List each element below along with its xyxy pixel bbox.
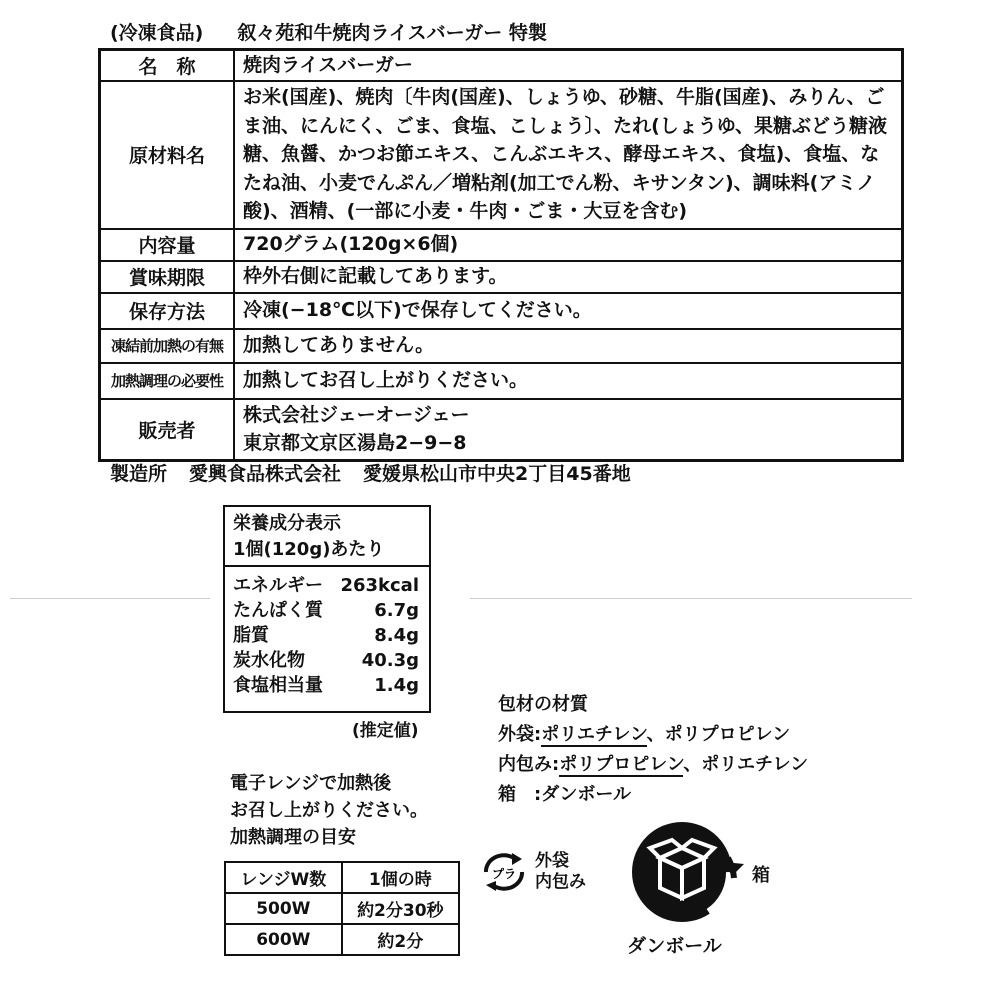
manufacturer-address: 愛媛県松山市中央2丁目45番地	[363, 463, 631, 485]
nutrient-name: 炭水化物	[233, 650, 305, 671]
table-row	[100, 363, 903, 399]
microwave-line2: お召し上がりください。	[230, 800, 428, 821]
packaging-box	[498, 780, 808, 810]
nutrition-rows	[225, 567, 429, 698]
heating-guide-table	[224, 861, 460, 956]
packaging-outer-main: ポリエチレン	[541, 724, 647, 745]
manufacturer-label: 製造所	[110, 463, 168, 485]
table-row	[100, 329, 903, 363]
cardboard-label: ダンボール	[627, 935, 722, 957]
heat-header-time: 1個の時	[342, 862, 459, 893]
nutrient-value: 1.4g	[374, 675, 419, 696]
pla-label-outer: 外袋	[535, 851, 569, 871]
cardboard-recycle-icon	[620, 812, 750, 932]
nutrition-note: (推定値)	[352, 721, 419, 741]
heat-time: 約2分30秒	[342, 893, 459, 924]
packaging-outer	[498, 720, 808, 750]
label-preheat-key: 凍結前加熱の有無	[100, 329, 235, 363]
packaging-box-material: ダンボール	[541, 784, 632, 805]
table-row	[100, 399, 903, 461]
label-storage-value: 冷凍(−18℃以下)で保存してください。	[234, 293, 903, 329]
label-name-key: 名 称	[100, 50, 235, 81]
nutrition-header	[225, 507, 429, 567]
nutrition-row-fat	[225, 623, 429, 648]
packaging-materials	[498, 690, 808, 810]
label-preheat-value: 加熱してありません。	[234, 329, 903, 363]
table-row	[100, 229, 903, 261]
table-row	[100, 81, 903, 229]
pla-label	[535, 851, 586, 893]
label-bestbefore-key: 賞味期限	[100, 261, 235, 293]
heat-time: 約2分	[342, 924, 459, 955]
nutrition-row-salt	[225, 673, 429, 698]
label-seller-value	[234, 399, 903, 461]
microwave-instructions	[230, 770, 428, 851]
nutrient-value: 40.3g	[361, 650, 419, 671]
label-table	[98, 48, 904, 462]
table-row	[225, 862, 459, 893]
seller-company: 株式会社ジェーオージェー	[243, 403, 470, 426]
pla-symbol-text: プラ	[491, 867, 517, 881]
packaging-outer-rest: 、ポリプロピレン	[646, 724, 791, 745]
nutrition-basis: 1個(120g)あたり	[233, 539, 385, 560]
header-product: 叙々苑和牛焼肉ライスバーガー 特製	[237, 22, 547, 44]
packaging-box-label: 箱 :	[498, 784, 542, 805]
packaging-inner-main: ポリプロピレン	[559, 754, 684, 775]
nutrition-row-carbs	[225, 648, 429, 673]
table-row	[100, 293, 903, 329]
label-content-key: 内容量	[100, 229, 235, 261]
header-category: (冷凍食品)	[110, 22, 204, 44]
header	[110, 18, 547, 45]
divider-right	[470, 598, 912, 599]
microwave-line3: 加熱調理の目安	[230, 827, 356, 848]
pla-recycle-icon	[478, 852, 532, 892]
microwave-line1: 電子レンジで加熱後	[230, 773, 392, 794]
table-row	[225, 893, 459, 924]
nutrition-title: 栄養成分表示	[233, 513, 341, 534]
seller-address: 東京都文京区湯島2−9−8	[243, 432, 467, 455]
heat-header-watt: レンジW数	[225, 862, 342, 893]
nutrient-name: 脂質	[233, 625, 269, 646]
table-row	[100, 261, 903, 293]
nutrition-row-protein	[225, 598, 429, 623]
label-content-value: 720グラム(120g×6個)	[234, 229, 903, 261]
packaging-inner	[498, 750, 808, 780]
nutrient-name: たんぱく質	[233, 600, 323, 621]
label-seller-key: 販売者	[100, 399, 235, 461]
nutrient-value: 6.7g	[374, 600, 419, 621]
label-ingredients-key: 原材料名	[100, 81, 235, 229]
manufacturer-name: 愛興食品株式会社	[189, 463, 342, 485]
packaging-outer-label: 外袋:	[498, 724, 542, 745]
label-heating-key: 加熱調理の必要性	[100, 363, 235, 399]
table-row	[100, 50, 903, 81]
divider-left	[10, 598, 210, 599]
label-ingredients-value: お米(国産)、焼肉〔牛肉(国産)、しょうゆ、砂糖、牛脂(国産)、みりん、ごま油、にんにく、ごま、食塩、こしょう〕、たれ(しょうゆ、果糖ぶどう糖液糖、魚醤、かつお節エキス、こんぶエキス、酵母エキス、食塩)、食塩、なたね油、小麦でんぷん／増粘剤(加工でん粉、キサンタン)、調味料(アミノ酸)、酒精、(一部に小麦・牛肉・ごま・大豆を含む)	[234, 81, 903, 229]
packaging-title: 包材の材質	[498, 694, 588, 715]
label-storage-key: 保存方法	[100, 293, 235, 329]
nutrition-box	[223, 505, 431, 713]
heat-watt: 500W	[225, 893, 342, 924]
label-name-value: 焼肉ライスバーガー	[234, 50, 903, 81]
box-label: 箱	[752, 865, 770, 886]
packaging-inner-rest: 、ポリエチレン	[683, 754, 809, 775]
table-row	[225, 924, 459, 955]
pla-label-inner: 内包み	[535, 872, 586, 892]
nutrition-row-energy	[225, 573, 429, 598]
packaging-inner-label: 内包み:	[498, 754, 560, 775]
manufacturer-line	[110, 459, 631, 486]
nutrient-name: エネルギー	[233, 575, 323, 596]
nutrient-value: 8.4g	[374, 625, 419, 646]
nutrient-name: 食塩相当量	[233, 675, 323, 696]
heat-watt: 600W	[225, 924, 342, 955]
label-bestbefore-value: 枠外右側に記載してあります。	[234, 261, 903, 293]
nutrient-value: 263kcal	[340, 575, 419, 596]
label-heating-value: 加熱してお召し上がりください。	[234, 363, 903, 399]
